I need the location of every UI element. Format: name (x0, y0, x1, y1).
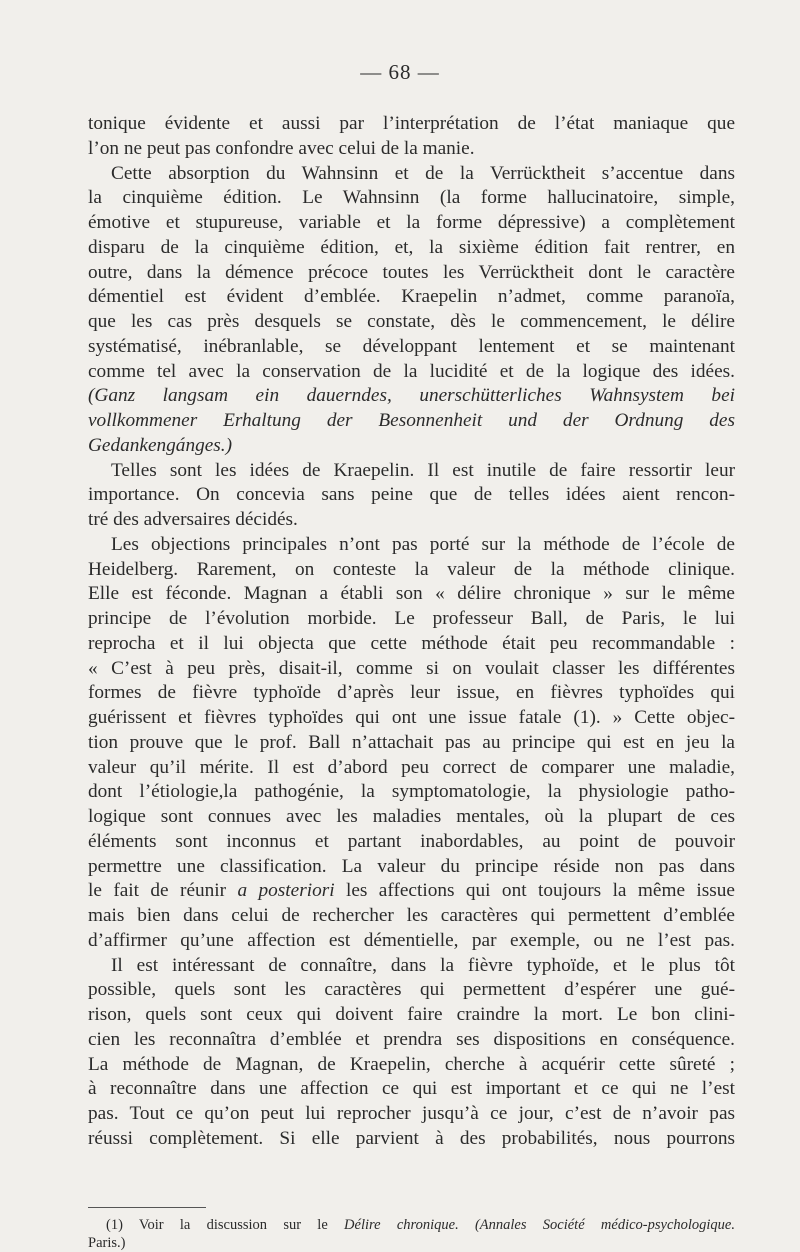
text-line: tion prouve que le prof. Ball n’attachait pas au principe qui est en jeu la (88, 731, 735, 753)
text-line: l’on ne peut pas confondre avec celui de la manie. (88, 137, 475, 159)
text-line: guérissent et fièvres typhoïdes qui ont une issue fatale (1). » Cette objec- (88, 707, 735, 728)
text-line: Cette absorption du Wahnsinn et de la Verrücktheit s’accentue dans (111, 162, 735, 184)
text-line: (Ganz langsam ein dauerndes, unerschütterliches Wahnsystem bei (88, 385, 735, 407)
text-line: réussi complètement. Si elle parvient à des probabilités, nous pourrons (88, 1127, 735, 1149)
text-line: logique sont connues avec les maladies mentales, où la plupart de ces (88, 806, 735, 827)
text-line: « C’est à peu près, disait-il, comme si on voulait classer les différentes (88, 657, 735, 679)
text-line: possible, quels sont les caractères qui permettent d’espérer une gué- (88, 979, 735, 1001)
text-line: démentiel est évident d’emblée. Kraepelin n’admet, comme paranoïa, (88, 286, 735, 308)
text-line: d’affirmer qu’une affection est démentielle, par exemple, ou ne l’est pas. (88, 929, 735, 951)
text-line: la cinquième édition. Le Wahnsinn (la forme hallucinatoire, simple, (88, 187, 735, 209)
text-line: cien les reconnaîtra d’emblée et prendra ses dispositions en conséquence. (88, 1028, 735, 1050)
text-line: reprocha et il lui objecta que cette méthode était peu recommandable : (88, 632, 735, 654)
text-line: pas. Tout ce qu’on peut lui reprocher jusqu’à ce jour, c’est de n’avoir pas (88, 1103, 735, 1124)
italic-phrase: a posteriori (237, 880, 335, 902)
page-number: — 68 — (360, 60, 440, 84)
text-line: tonique évidente et aussi par l’interprétation de l’état maniaque que (88, 113, 735, 134)
text-line: Telles sont les idées de Kraepelin. Il est inutile de faire ressortir leur (111, 459, 735, 481)
footnote-prefix: (1) Voir la discussion sur le (106, 1217, 345, 1233)
footnote-source: Délire chronique. (Annales Société médico-psychologique. (344, 1217, 735, 1233)
text-line: valeur qu’il mérite. Il est d’abord peu correct de comparer une maladie, (88, 756, 735, 778)
text-line: Les objections principales n’ont pas porté sur la méthode de l’école de (111, 533, 735, 555)
text-line: comme tel avec la conservation de la lucidité et de la logique des idées. (88, 360, 735, 382)
text-line: Elle est féconde. Magnan a établi son « délire chronique » sur le même (88, 583, 735, 605)
text-line: systématisé, inébranlable, se développant lentement et se maintenant (88, 335, 735, 357)
text-line: vollkommener Erhaltung der Besonnenheit und der Ordnung des (88, 410, 735, 431)
text-line: permettre une classification. La valeur du principe réside non pas dans (88, 855, 735, 877)
text-line: éléments sont inconnus et partant inabordables, au point de pouvoir (88, 830, 735, 852)
footnote-rule (88, 1207, 206, 1208)
footnote-line: Paris.) (88, 1235, 126, 1251)
text-line: La méthode de Magnan, de Kraepelin, cherche à acquérir cette sûreté ; (88, 1053, 735, 1075)
text-line: le fait de réunir a posteriori les affections qui ont toujours la même issue (88, 880, 735, 902)
text-line: mais bien dans celui de rechercher les caractères qui permettent d’emblée (88, 905, 735, 926)
text-line: émotive et stupureuse, variable et la forme dépressive) a complètement (88, 212, 735, 233)
footnote-line (88, 1216, 735, 1234)
text-line: outre, dans la démence précoce toutes les Verrücktheit dont le caractère (88, 261, 735, 283)
text-line: tré des adversaires décidés. (88, 509, 298, 530)
text-line: principe de l’évolution morbide. Le professeur Ball, de Paris, le lui (88, 608, 735, 629)
text-line: rison, quels sont ceux qui doivent faire craindre la mort. Le bon clini- (88, 1004, 735, 1025)
text-line: que les cas près desquels se constate, dès le commencement, le délire (88, 311, 735, 332)
text-line: importance. On concevia sans peine que de telles idées aient rencon- (88, 484, 735, 506)
footnote (88, 1216, 735, 1252)
text-line: Heidelberg. Rarement, on conteste la valeur de la méthode clinique. (88, 558, 735, 580)
text-line: à reconnaître dans une affection ce qui est important et ce qui ne l’est (88, 1078, 735, 1100)
text-line: Gedankengánges.) (88, 434, 233, 456)
text-line: disparu de la cinquième édition, et, la sixième édition fait rentrer, en (88, 236, 735, 258)
text-line: dont l’étiologie,la pathogénie, la symptomatologie, la physiologie patho- (88, 781, 735, 803)
text-line: Il est intéressant de connaître, dans la fièvre typhoïde, et le plus tôt (111, 954, 735, 976)
body-text (88, 112, 735, 1152)
text-line: formes de fièvre typhoïde d’après leur issue, en fièvres typhoïdes qui (88, 682, 735, 704)
